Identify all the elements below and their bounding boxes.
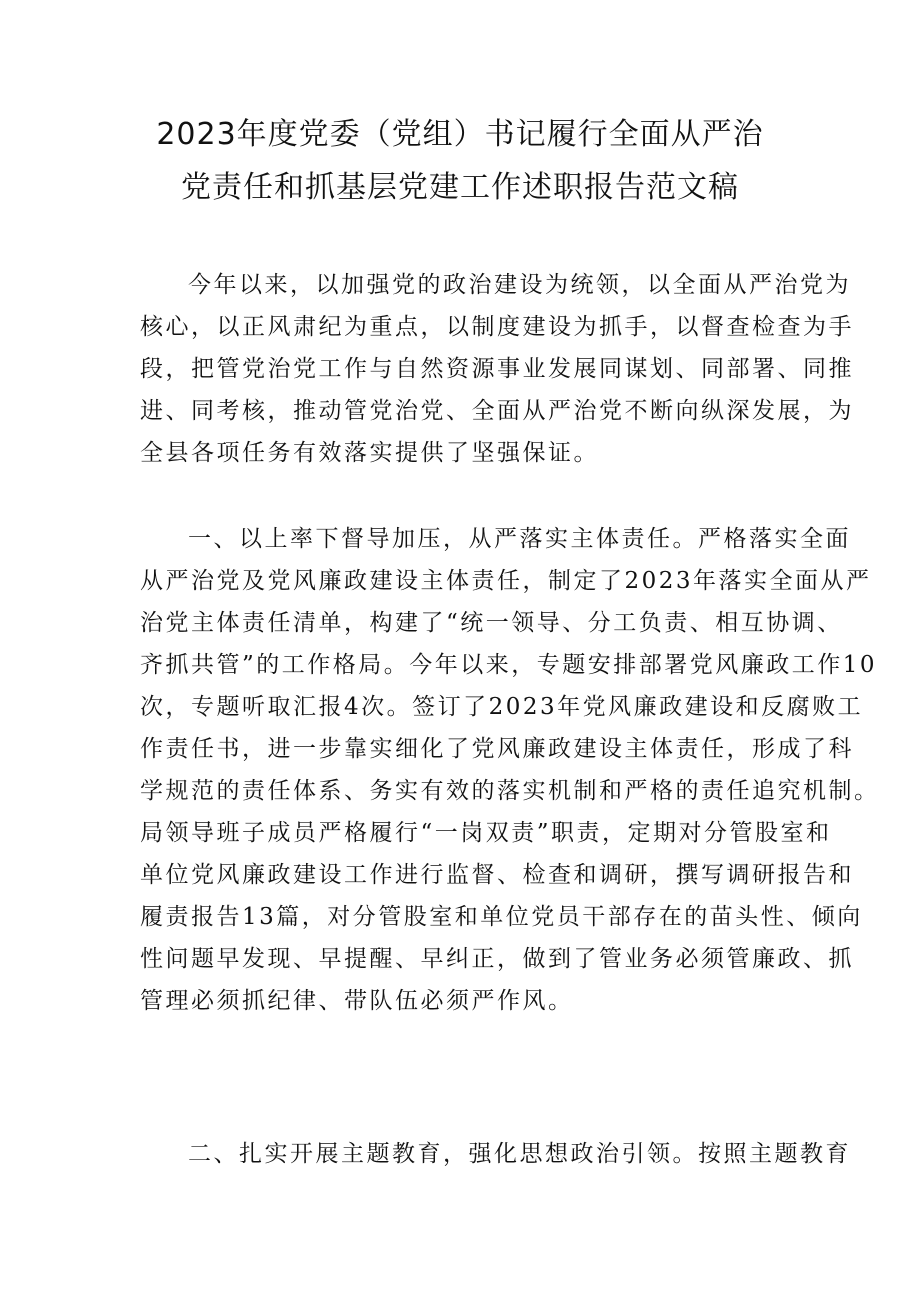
paragraph-line: 从严治党及党风廉政建设主体责任，制定了2023年落实全面从严 <box>140 568 872 594</box>
paragraph-line: 单位党风廉政建设工作进行监督、检查和调研，撰写调研报告和 <box>140 862 854 888</box>
document-title <box>90 108 830 214</box>
paragraph-line: 二、扎实开展主题教育，强化思想政治引领。按照主题教育 <box>188 1141 851 1167</box>
paragraph-line: 次，专题听取汇报4次。签订了2023年党风廉政建设和反腐败工 <box>140 694 864 720</box>
paragraph-line: 学规范的责任体系、务实有效的落实机制和严格的责任追究机制。 <box>140 778 880 804</box>
paragraph-line: 进、同考核，推动管党治党、全面从严治党不断向纵深发展，为 <box>140 398 854 424</box>
paragraph-line: 治党主体责任清单，构建了“统一领导、分工负责、相互协调、 <box>140 610 843 636</box>
paragraph-line: 履责报告13篇，对分管股室和单位党员干部存在的苗头性、倾向 <box>140 904 863 930</box>
paragraph-line: 齐抓共管”的工作格局。今年以来，专题安排部署党风廉政工作10 <box>140 652 878 678</box>
paragraph-line: 一、以上率下督导加压，从严落实主体责任。严格落实全面 <box>188 526 851 552</box>
paragraph-line: 今年以来，以加强党的政治建设为统领，以全面从严治党为 <box>188 272 851 298</box>
paragraph-section-1 <box>140 518 880 1022</box>
paragraph-intro <box>140 264 854 474</box>
paragraph-section-2 <box>140 1133 851 1175</box>
paragraph-line: 核心，以正风肃纪为重点，以制度建设为抓手，以督查检查为手 <box>140 314 854 340</box>
paragraph-line: 局领导班子成员严格履行“一岗双责”职责，定期对分管股室和 <box>140 820 832 846</box>
paragraph-line: 段，把管党治党工作与自然资源事业发展同谋划、同部署、同推 <box>140 356 854 382</box>
paragraph-line: 全县各项任务有效落实提供了坚强保证。 <box>140 440 599 466</box>
paragraph-line: 管理必须抓纪律、带队伍必须严作风。 <box>140 988 574 1014</box>
title-line: 党责任和抓基层党建工作述职报告范文稿 <box>181 170 739 205</box>
paragraph-line: 作责任书，进一步靠实细化了党风廉政建设主体责任，形成了科 <box>140 736 854 762</box>
title-line: 2023年度党委（党组）书记履行全面从严治 <box>156 117 764 152</box>
paragraph-line: 性问题早发现、早提醒、早纠正，做到了管业务必须管廉政、抓 <box>140 946 854 972</box>
